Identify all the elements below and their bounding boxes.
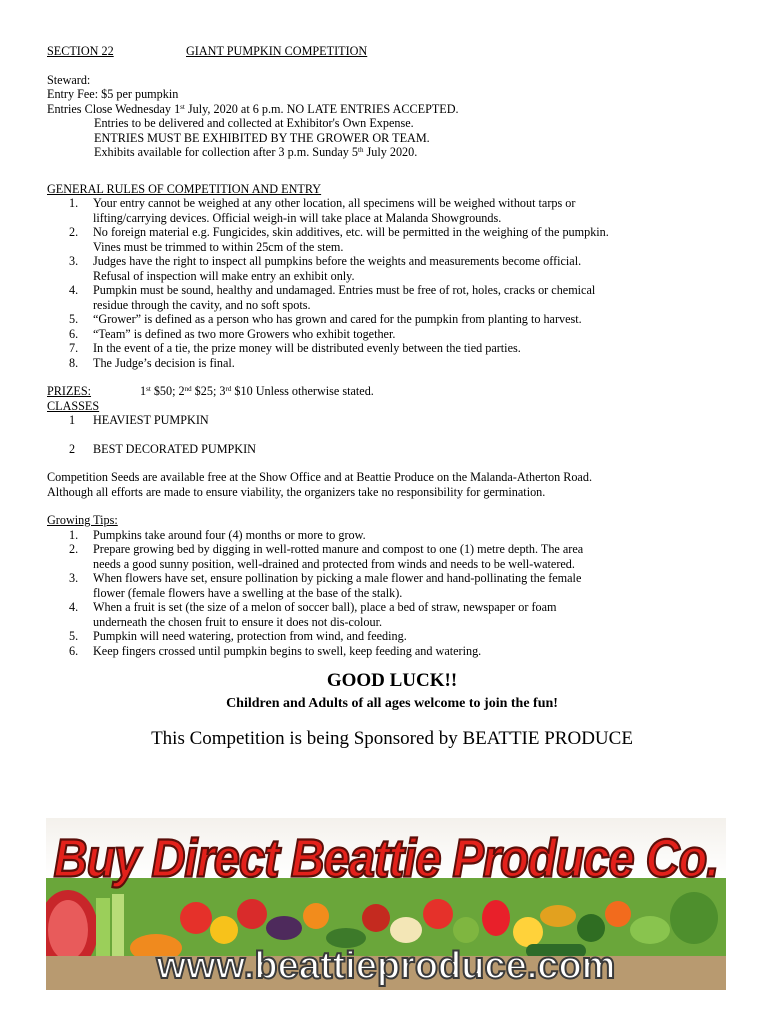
- general-rules: [47, 182, 737, 371]
- seeds-notice: Competition Seeds are available free at the Show Office and at Beattie Produce on the Malanda-Atherton Road. Although all efforts are made to ensure viability, the organizers take no responsibility for germination.: [47, 470, 592, 499]
- banner-title: Buy Direct Beattie Produce Co.: [53, 826, 719, 888]
- tip-item: 6. Keep fingers crossed until pumpkin begins to swell, keep feeding and watering.: [69, 643, 482, 658]
- tip-item: 2. Prepare growing bed by digging in well-rotted manure and compost to one (1) metre depth. The area needs a good sunny position, well-drained and protected from winds and needs to be well-watered.: [69, 542, 584, 571]
- prizes-line: [47, 384, 737, 399]
- tips-list: [47, 528, 737, 659]
- growing-tips: [47, 513, 737, 658]
- class-item: 2 BEST DECORATED PUMPKIN: [69, 441, 256, 456]
- tip-item: 3. When flowers have set, ensure pollination by picking a male flower and hand-pollinating the female flower (female flowers have a swelling at the base of the stalk).: [69, 571, 582, 600]
- sponsor-banner: [46, 818, 726, 990]
- tip-item: 5. Pumpkin will need watering, protection from wind, and feeding.: [69, 629, 407, 643]
- sponsor-line: This Competition is being Sponsored by BEATTIE PRODUCE: [151, 728, 633, 749]
- classes-heading: CLASSES: [47, 398, 100, 413]
- rule-item: 7. In the event of a tie, the prize money will be distributed evenly between the tied parties.: [69, 341, 521, 355]
- competition-document: [47, 44, 737, 750]
- tip-item: 4. When a fruit is set (the size of a melon of soccer ball), place a bed of straw, newspaper or foam underneath the chosen fruit to ensure it does not dis-colour.: [69, 600, 557, 629]
- prizes-amounts: 1st $50; 2nd $25; 3rd $10 Unless otherwise stated.: [140, 384, 374, 398]
- collection-line: Exhibits available for collection after 3 p.m. Sunday 5th July 2020.: [94, 145, 418, 159]
- section-header: [47, 44, 737, 59]
- banner-url: www.beattieproduce.com: [156, 945, 616, 987]
- rule-item: 4. Pumpkin must be sound, healthy and undamaged. Entries must be free of rot, holes, cracks or chemical residue through the cavity, and no soft spots.: [69, 283, 596, 312]
- classes: [47, 399, 737, 457]
- class-item: 1 HEAVIEST PUMPKIN: [69, 413, 209, 427]
- prizes-label: PRIZES:: [47, 384, 92, 398]
- welcome-line: Children and Adults of all ages welcome to join the fun!: [226, 696, 558, 711]
- rule-item: 3. Judges have the right to inspect all pumpkins before the weights and measurements become official. Refusal of inspection will make entry an exhibit only.: [69, 254, 582, 283]
- tip-item: 1. Pumpkins take around four (4) months or more to grow.: [69, 527, 366, 542]
- entry-details: [47, 73, 737, 160]
- rule-item: 1. Your entry cannot be weighed at any other location, all specimens will be weighed without tarps or lifting/carrying devices. Official weigh-in will take place at Malanda Showgrounds.: [69, 196, 576, 225]
- section-number: SECTION 22: [47, 44, 114, 58]
- section-title: GIANT PUMPKIN COMPETITION: [186, 44, 368, 58]
- tips-heading: Growing Tips:: [47, 513, 118, 527]
- entries-close-line: Entries Close Wednesday 1st July, 2020 at 6 p.m. NO LATE ENTRIES ACCEPTED.: [47, 101, 459, 116]
- rule-item: 6. “Team” is defined as two more Growers who exhibit together.: [69, 326, 396, 341]
- exhibit-line: ENTRIES MUST BE EXHIBITED BY THE GROWER OR TEAM.: [94, 130, 430, 145]
- rule-item: 2. No foreign material e.g. Fungicides, skin additives, etc. will be permitted in the weighing of the pumpkin. Vines must be trimmed to within 25cm of the stem.: [69, 225, 609, 254]
- rule-item: 5. “Grower” is defined as a person who has grown and cared for the pumpkin from planting to harvest.: [69, 312, 582, 326]
- steward-line: Steward:: [47, 72, 91, 87]
- good-luck-heading: GOOD LUCK!!: [326, 670, 458, 691]
- delivery-line: Entries to be delivered and collected at Exhibitor's Own Expense.: [94, 116, 414, 130]
- rules-heading: GENERAL RULES OF COMPETITION AND ENTRY: [47, 181, 322, 196]
- entry-fee-line: Entry Fee: $5 per pumpkin: [47, 87, 179, 101]
- rules-list: [47, 196, 737, 370]
- rule-item: 8. The Judge’s decision is final.: [69, 355, 235, 370]
